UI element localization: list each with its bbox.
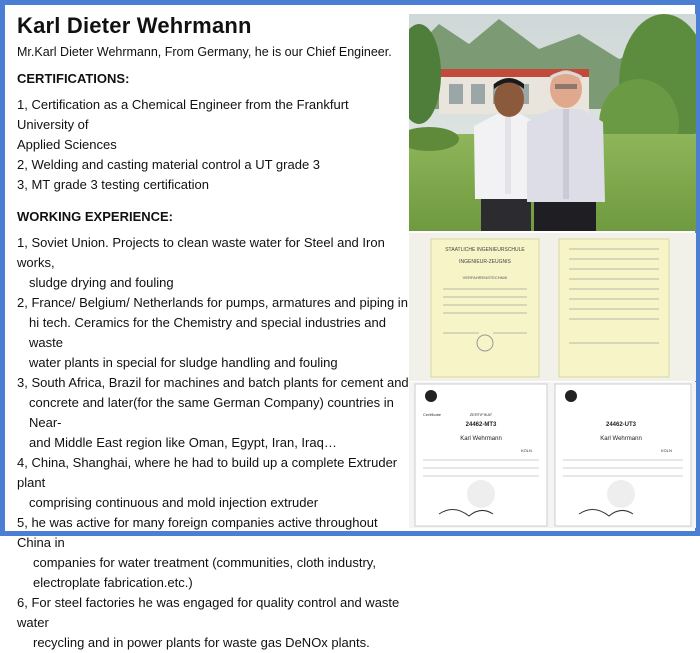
certificate-number: 24462-MT3 [465, 422, 497, 428]
section-gap [17, 195, 409, 209]
experience-line: companies for water treatment (communities, cloth industry, [33, 555, 376, 570]
experience-line: comprising continuous and mold injection extruder [29, 495, 319, 510]
experience-line: concrete and later(for the same German Company) countries in Near- [29, 395, 394, 430]
experience-line: electroplate fabrication.etc.) [33, 575, 193, 590]
experience-line: 2, France/ Belgium/ Netherlands for pumps, armatures and piping in [17, 295, 408, 310]
person-name: Karl Dieter Wehrmann [17, 13, 252, 38]
certificate-header-word: Certificate [423, 412, 442, 417]
experience-line: and Middle East region like Oman, Egypt, Iran, Iraq… [29, 435, 337, 450]
diploma-images [409, 233, 696, 381]
experience-line: 5, he was active for many foreign companies active throughout China in [17, 515, 378, 550]
certificate-city: KÖLN [521, 448, 532, 453]
experience-line: 1, Soviet Union. Projects to clean waste water for Steel and Iron works, [17, 235, 385, 270]
experience-line: water plants in special for sludge handling and fouling [29, 355, 338, 370]
certificate-city: KÖLN [661, 448, 672, 453]
diploma-title: STAATLICHE INGENIEURSCHULE [445, 247, 525, 253]
engineer-photo [409, 14, 696, 231]
certification-line: Applied Sciences [17, 137, 117, 152]
certificate-holder: Karl Wehrmann [460, 436, 502, 442]
experience-line: 4, China, Shanghai, where he had to build up a complete Extruder plant [17, 455, 398, 490]
certification-line: 3, MT grade 3 testing certification [17, 177, 209, 192]
experience-line: recycling and in power plants for waste gas DeNOx plants. [33, 635, 370, 650]
certificate-illustration [409, 382, 696, 528]
certificate-number: 24462-UT3 [605, 422, 637, 428]
diploma-subtitle: INGENIEUR-ZEUGNIS [459, 259, 511, 265]
diploma-illustration [409, 233, 696, 381]
intro-text: Mr.Karl Dieter Wehrmann, From Germany, he is our Chief Engineer. [17, 45, 392, 59]
experience-line: 3, South Africa, Brazil for machines and batch plants for cement and [17, 375, 409, 390]
image-column [409, 14, 696, 528]
diploma-field: VERFAHRENSTECHNIK [462, 275, 508, 280]
experience-heading: WORKING EXPERIENCE: [17, 209, 174, 224]
experience-line: hi tech. Ceramics for the Chemistry and special industries and waste [29, 315, 386, 350]
text-column [17, 13, 409, 653]
certificate-header-word: ZERTIFIKAT [469, 412, 493, 417]
certification-line: 1, Certification as a Chemical Engineer from the Frankfurt University of [17, 97, 349, 132]
experience-line: sludge drying and fouling [29, 275, 174, 290]
photo-illustration [409, 14, 696, 231]
certificate-holder: Karl Wehrmann [600, 436, 642, 442]
experience-line: 6, For steel factories he was engaged for quality control and waste water [17, 595, 400, 630]
certificate-images [409, 382, 696, 528]
certifications-heading: CERTIFICATIONS: [17, 71, 130, 86]
certification-line: 2, Welding and casting material control a UT grade 3 [17, 157, 321, 172]
